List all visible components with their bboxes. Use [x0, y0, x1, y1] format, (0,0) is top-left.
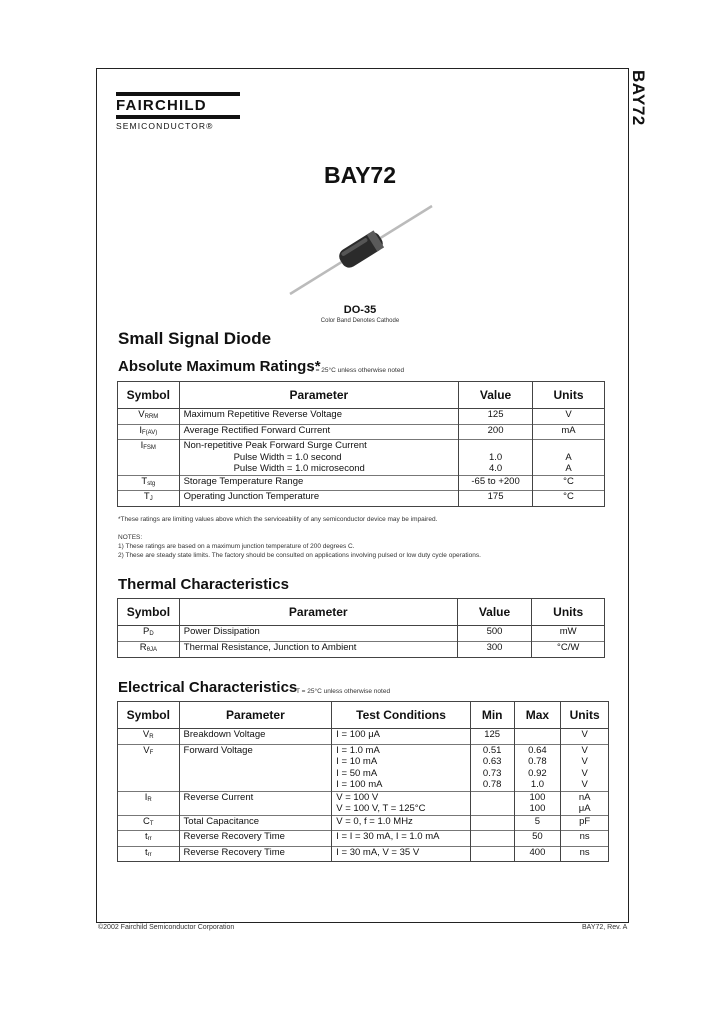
max: 100 [529, 791, 546, 803]
unit: nA [578, 791, 591, 803]
min [470, 815, 514, 831]
unit: °C [533, 491, 605, 507]
parameter: Storage Temperature Range [179, 475, 459, 491]
unit: V [581, 756, 588, 767]
unit: °C/W [532, 642, 605, 658]
unit: ns [561, 831, 609, 847]
table-row [118, 440, 605, 476]
note-2: 2) These are steady state limits. The factory should be consulted on applications involving pulsed or low duty cycle operations. [118, 552, 481, 559]
symbol-sub: J [149, 496, 153, 502]
parameter: Forward Voltage [179, 744, 332, 791]
symbol-sub: stg [147, 480, 156, 487]
symbol: V [142, 729, 150, 740]
max: 400 [514, 846, 561, 862]
symbol-sub: RRM [144, 414, 159, 420]
parameter-sub: Pulse Width = 1.0 second [233, 451, 342, 463]
logo-name: FAIRCHILD [116, 97, 207, 114]
fairchild-logo [116, 92, 240, 131]
header-units: Units [533, 382, 605, 409]
value: 125 [459, 409, 533, 425]
unit: A [565, 463, 572, 474]
min: 0.78 [482, 779, 502, 790]
parameter: Power Dissipation [179, 626, 457, 642]
table-row [118, 642, 605, 658]
unit: V [581, 744, 588, 756]
max: 100 [529, 803, 546, 814]
header-value: Value [457, 599, 532, 626]
test-condition: I = 1.0 mA [336, 744, 380, 756]
max [514, 729, 561, 745]
table-row [118, 831, 609, 847]
test-condition: I = 50 mA [336, 767, 378, 779]
parameter-sub: Pulse Width = 1.0 microsecond [233, 463, 365, 474]
header-parameter: Parameter [179, 599, 457, 626]
max: 0.64 [528, 744, 547, 756]
min [470, 846, 514, 862]
header-symbol: Symbol [118, 382, 180, 409]
table-row [118, 491, 605, 507]
note-1: 1) These ratings are based on a maximum junction temperature of 200 degrees C. [118, 543, 355, 550]
min [470, 831, 514, 847]
min: 125 [470, 729, 514, 745]
value: -65 to +200 [459, 475, 533, 491]
test-condition: V = 0, f = 1.0 MHz [332, 815, 471, 831]
symbol: T [143, 491, 150, 502]
unit: mW [532, 626, 605, 642]
symbol-sub: R [147, 796, 152, 803]
value [463, 440, 528, 452]
min: 0.63 [482, 756, 502, 767]
symbol: T [141, 475, 148, 487]
table-row [118, 409, 605, 425]
unit: V [561, 729, 609, 745]
value: 1.0 [488, 451, 503, 463]
footer-copyright: ©2002 Fairchild Semiconductor Corporation [98, 924, 235, 931]
side-part-title: BAY72 [629, 70, 648, 126]
unit: V [533, 409, 605, 425]
value: 175 [459, 491, 533, 507]
value: 500 [457, 626, 532, 642]
value: 200 [459, 424, 533, 440]
symbol: t [144, 831, 148, 842]
table-row [118, 815, 609, 831]
symbol: V [143, 744, 150, 756]
unit: pF [561, 815, 609, 831]
unit: A [565, 451, 572, 463]
device-title: Small Signal Diode [118, 329, 272, 348]
electrical-title: Electrical Characteristics [118, 679, 298, 696]
part-title: BAY72 [323, 162, 397, 188]
table-row [118, 791, 609, 815]
test-condition: V = 100 V, T = 125°C [336, 803, 426, 814]
package-label: DO-35 [343, 304, 377, 316]
symbol-sub: R [149, 734, 154, 740]
value: 300 [457, 642, 532, 658]
abs-max-title: Absolute Maximum Ratings* [118, 358, 321, 375]
symbol-sub: FSM [143, 445, 156, 451]
thermal-table [117, 598, 605, 658]
header-units: Units [561, 702, 609, 729]
test-condition: I = I = 30 mA, I = 1.0 mA [332, 831, 471, 847]
parameter: Thermal Resistance, Junction to Ambient [179, 642, 457, 658]
max: 0.92 [528, 767, 547, 779]
abs-max-table [117, 381, 605, 507]
unit: ns [561, 846, 609, 862]
unit: V [581, 767, 588, 779]
symbol: C [143, 815, 150, 827]
test-condition: I = 100 mA [336, 779, 383, 790]
unit: °C [533, 475, 605, 491]
symbol: I [140, 440, 144, 451]
header-min: Min [470, 702, 514, 729]
header-parameter: Parameter [179, 382, 459, 409]
table-row [118, 626, 605, 642]
max: 1.0 [530, 779, 545, 790]
test-condition: I = 100 μA [332, 729, 471, 745]
symbol: I [139, 424, 142, 436]
table-row [118, 744, 609, 791]
symbol-sub: rr [147, 851, 152, 858]
parameter: Reverse Recovery Time [179, 846, 332, 862]
header-test-conditions: Test Conditions [332, 702, 471, 729]
symbol-sub: F(AV) [141, 429, 158, 436]
thermal-title: Thermal Characteristics [118, 576, 289, 593]
symbol: P [143, 626, 150, 637]
unit [537, 440, 600, 452]
header-symbol: Symbol [118, 702, 180, 729]
table-row [118, 729, 609, 745]
parameter: Average Rectified Forward Current [179, 424, 459, 440]
test-condition: I = 30 mA, V = 35 V [332, 846, 471, 862]
unit: μA [578, 803, 591, 814]
symbol: V [138, 409, 145, 420]
test-condition: I = 10 mA [336, 756, 378, 767]
parameter: Maximum Repetitive Reverse Voltage [179, 409, 459, 425]
header-value: Value [459, 382, 533, 409]
max: 50 [514, 831, 561, 847]
min: 0.51 [482, 744, 502, 756]
logo-bar-bottom [116, 115, 240, 119]
max: 5 [514, 815, 561, 831]
electrical-table [117, 701, 609, 862]
logo-bar-top [116, 92, 240, 96]
header-units: Units [532, 599, 605, 626]
package-note: Color Band Denotes Cathode [320, 318, 400, 324]
header-max: Max [514, 702, 561, 729]
table-row [118, 475, 605, 491]
abs-max-condition: T = 25°C unless otherwise noted [310, 367, 405, 374]
header-symbol: Symbol [118, 599, 180, 626]
unit: mA [533, 424, 605, 440]
test-condition: V = 100 V [336, 791, 379, 803]
unit: V [581, 779, 588, 790]
value: 4.0 [488, 463, 503, 474]
header-parameter: Parameter [179, 702, 332, 729]
parameter: Reverse Current [179, 791, 332, 815]
table-row [118, 846, 609, 862]
parameter: Reverse Recovery Time [179, 831, 332, 847]
max: 0.78 [528, 756, 547, 767]
parameter: Breakdown Voltage [179, 729, 332, 745]
parameter: Total Capacitance [179, 815, 332, 831]
logo-sub: SEMICONDUCTOR® [116, 121, 214, 131]
notes-title: NOTES: [118, 534, 143, 541]
parameter: Non-repetitive Peak Forward Surge Current [183, 440, 367, 451]
symbol: I [144, 791, 148, 803]
footer-revision: BAY72, Rev. A [582, 924, 628, 931]
symbol-sub: T [149, 820, 154, 827]
min: 0.73 [482, 767, 502, 779]
symbol-sub: F [149, 749, 154, 756]
diode-package-image [286, 202, 436, 298]
electrical-condition: T = 25°C unless otherwise noted [296, 688, 391, 695]
ratings-footnote: *These ratings are limiting values above which the serviceability of any semiconductor device may be impaired. [118, 516, 438, 523]
symbol-sub: D [149, 631, 154, 637]
parameter: Operating Junction Temperature [179, 491, 459, 507]
symbol: R [139, 642, 147, 653]
symbol: t [144, 846, 148, 858]
symbol-sub: θJA [146, 647, 157, 653]
table-row [118, 424, 605, 440]
symbol-sub: rr [147, 836, 152, 842]
